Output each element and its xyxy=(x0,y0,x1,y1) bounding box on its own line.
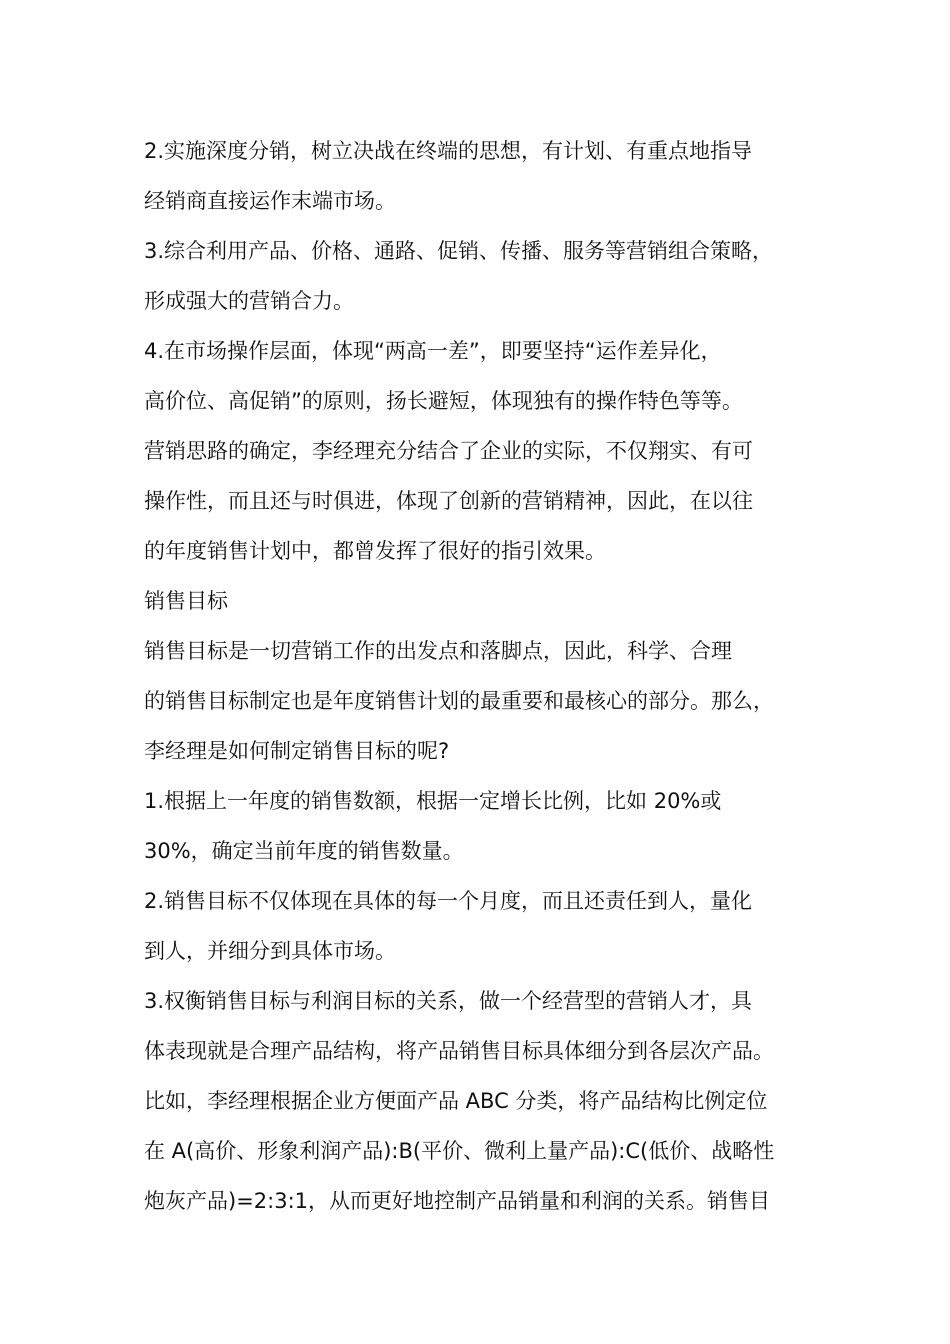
text-line: 3.综合利用产品、价格、通路、促销、传播、服务等营销组合策略， xyxy=(144,239,774,263)
section-heading: 销售目标 xyxy=(144,589,228,613)
text-line: 30%，确定当前年度的销售数量。 xyxy=(144,839,464,863)
text-line: 在 A(高价、形象利润产品):B(平价、微利上量产品):C(低价、战略性 xyxy=(144,1139,775,1163)
text-line: 销售目标是一切营销工作的出发点和落脚点，因此，科学、合理 xyxy=(144,639,732,663)
text-line: 2.实施深度分销，树立决战在终端的思想，有计划、有重点地指导 xyxy=(144,139,753,163)
text-line: 的销售目标制定也是年度销售计划的最重要和最核心的部分。那么， xyxy=(144,689,774,713)
text-line: 形成强大的营销合力。 xyxy=(144,289,354,313)
text-line: 的年度销售计划中，都曾发挥了很好的指引效果。 xyxy=(144,539,606,563)
text-line: 4.在市场操作层面，体现“两高一差”，即要坚持“运作差异化， xyxy=(144,339,722,363)
text-line: 3.权衡销售目标与利润目标的关系，做一个经营型的营销人才，具 xyxy=(144,989,753,1013)
text-line: 李经理是如何制定销售目标的呢? xyxy=(144,739,450,763)
text-line: 2.销售目标不仅体现在具体的每一个月度，而且还责任到人，量化 xyxy=(144,889,753,913)
text-line: 操作性，而且还与时俱进，体现了创新的营销精神，因此，在以往 xyxy=(144,489,753,513)
text-line: 1.根据上一年度的销售数额，根据一定增长比例，比如 20%或 xyxy=(144,789,722,813)
text-line: 比如，李经理根据企业方便面产品 ABC 分类，将产品结构比例定位 xyxy=(144,1089,768,1113)
text-line: 体表现就是合理产品结构，将产品销售目标具体细分到各层次产品。 xyxy=(144,1039,774,1063)
text-line: 经销商直接运作末端市场。 xyxy=(144,189,396,213)
text-line: 高价位、高促销”的原则，扬长避短，体现独有的操作特色等等。 xyxy=(144,389,743,413)
text-line: 炮灰产品)=2:3:1，从而更好地控制产品销量和利润的关系。销售目 xyxy=(144,1189,771,1213)
document-body xyxy=(144,126,824,1226)
text-line: 营销思路的确定，李经理充分结合了企业的实际，不仅翔实、有可 xyxy=(144,439,753,463)
text-line: 到人，并细分到具体市场。 xyxy=(144,939,396,963)
